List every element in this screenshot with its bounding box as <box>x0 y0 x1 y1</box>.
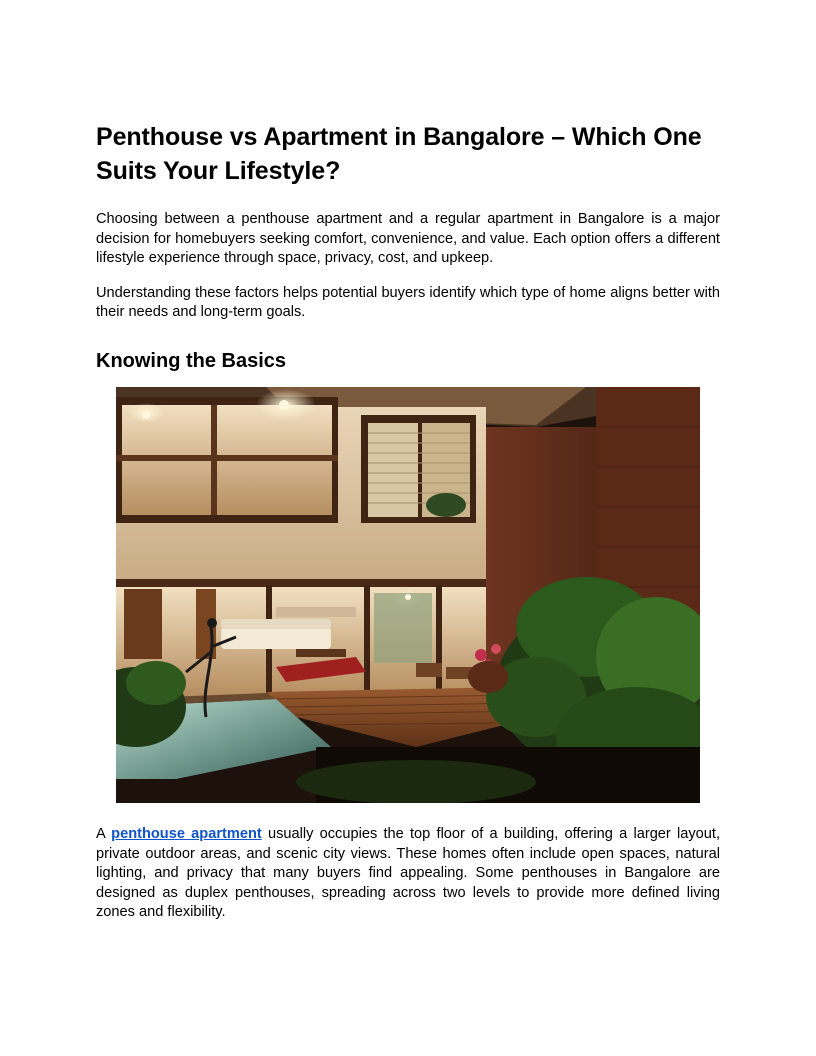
intro-paragraph-1: Choosing between a penthouse apartment and a regular apartment in Bangalore is a major decision for homebuyers seeking comfort, convenience, and value. Each option offers a different lifestyle experience through space, privacy, cost, and upkeep. <box>96 211 720 267</box>
document-page <box>96 120 720 923</box>
penthouse-apartment-link[interactable]: penthouse apartment <box>111 825 262 842</box>
section-heading: Knowing the Basics <box>96 349 287 372</box>
penthouse-night-photo <box>116 387 700 803</box>
basics-paragraph <box>96 825 720 923</box>
intro-paragraph-2: Understanding these factors helps potential buyers identify which type of home aligns better with their needs and long-term goals. <box>96 284 720 321</box>
para-prefix: A <box>96 825 112 842</box>
penthouse-illustration <box>116 387 700 803</box>
para-suffix: usually occupies the top floor of a building, offering a larger layout, private outdoor areas, and scenic city views. These homes often include open spaces, natural lighting, and privacy that many buyers find appealing. Some penthouses in Bangalore are designed as duplex penthouses, spreading across two levels to provide more defined living zones and flexibility. <box>96 825 721 921</box>
page-title: Penthouse vs Apartment in Bangalore – Which One Suits Your Lifestyle? <box>96 123 702 185</box>
